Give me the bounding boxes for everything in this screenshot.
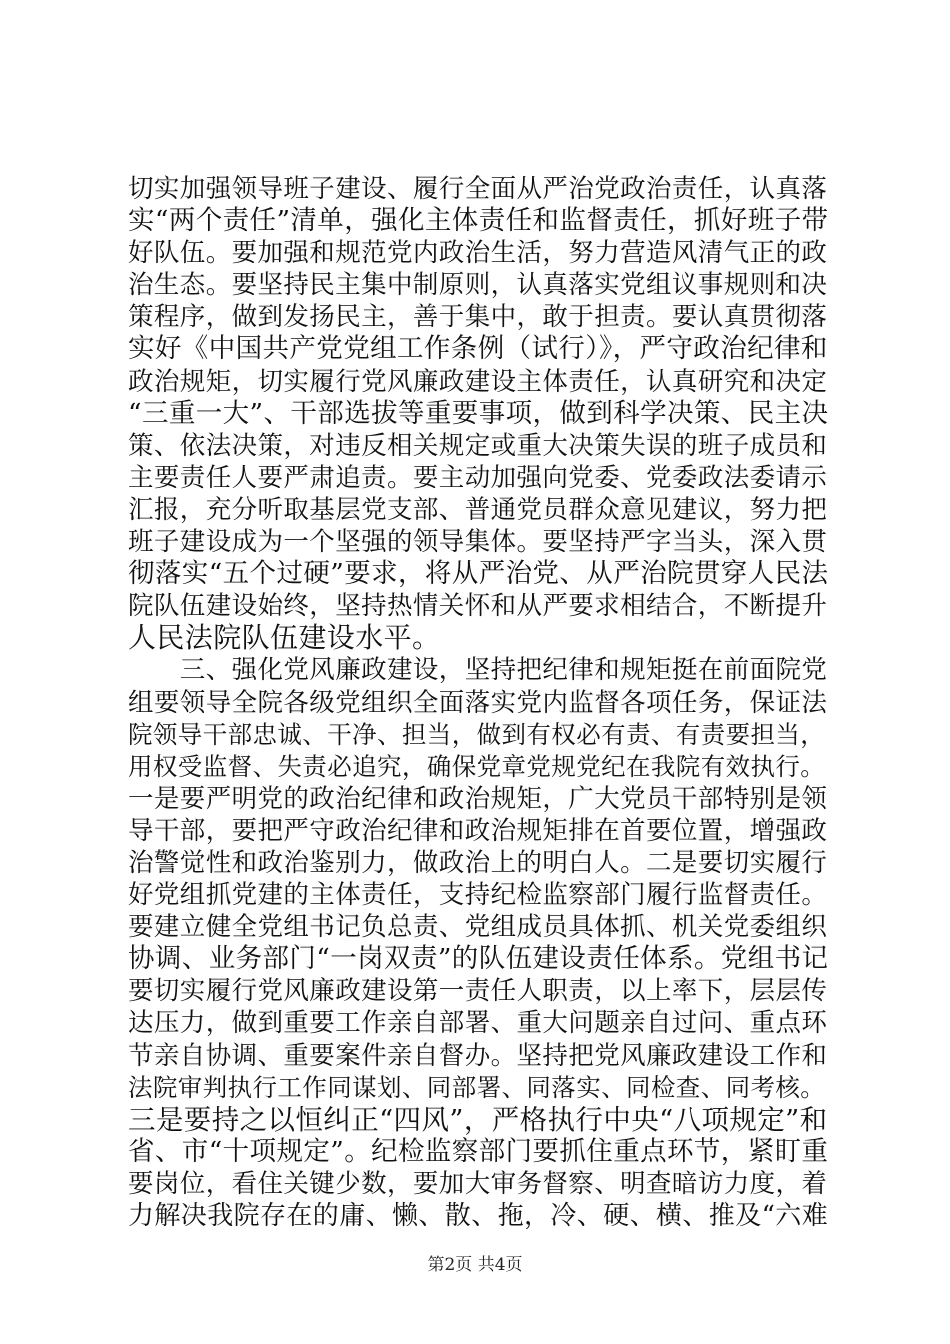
text-line: 实“两个责任”清单，强化主体责任和监督责任，抓好班子带 — [128, 205, 829, 237]
text-line: 主要责任人要严肃追责。要主动加强向党委、党委政法委请示 — [128, 462, 828, 493]
text-line: 政治规矩，切实履行党风廉政建设主体责任，认真研究和决定 — [128, 366, 828, 397]
text-line: 一是要严明党的政治纪律和政治规矩，广大党员干部特别是领 — [128, 783, 828, 814]
text-line: 院领导干部忠诚、干净、担当，做到有权必有责、有责要担当， — [128, 719, 826, 749]
text-line: 省、市“十项规定”。纪检监察部门要抓住重点环节，紧盯重 — [128, 1135, 829, 1167]
text-line: 班子建设成为一个坚强的领导集体。要坚持严字当头，深入贯 — [128, 527, 828, 558]
text-line: 法院审判执行工作同谋划、同部署、同落实、同检查、同考核。 — [128, 1072, 826, 1102]
text-line: 达压力，做到重要工作亲自部署、重大问题亲自过问、重点环 — [128, 1008, 828, 1039]
text-line: 组要领导全院各级党组织全面落实党内监督各项任务，保证法 — [128, 687, 828, 718]
text-line: 彻落实“五个过硬”要求，将从严治党、从严治院贯穿人民法 — [128, 558, 829, 590]
text-line: 力解决我院存在的庸、懒、散、拖，冷、硬、横、推及“六难 — [128, 1201, 829, 1231]
text-line: 要建立健全党组书记负总责、党组成员具体抓、机关党委组织 — [128, 912, 828, 943]
text-line: 用权受监督、失责必追究，确保党章党规党纪在我院有效执行。 — [128, 751, 826, 781]
text-line: “三重一大”、干部选拔等重要事项，做到科学决策、民主决 — [128, 397, 829, 429]
text-line: 治警觉性和政治鉴别力，做政治上的明白人。二是要切实履行 — [128, 847, 828, 878]
text-line: 协调、业务部门“一岗双责”的队伍建设责任体系。党组书记 — [128, 943, 829, 975]
text-line: 治生态。要坚持民主集中制原则，认真落实党组议事规则和决 — [128, 270, 828, 301]
text-line: 好党组抓党建的主体责任，支持纪检监察部门履行监督责任。 — [128, 880, 828, 911]
text-line: 策程序，做到发扬民主，善于集中，敢于担责。要认真贯彻落 — [128, 302, 828, 333]
text-line: 实好《中国共产党党组工作条例（试行）》，严守政治纪律和 — [128, 333, 828, 365]
text-line: 三是要持之以恒纠正“四风”，严格执行中央“八项规定”和 — [128, 1103, 828, 1136]
text-line: 人民法院队伍建设水平。 — [128, 621, 441, 655]
text-line: 好队伍。要加强和规范党内政治生活，努力营造风清气正的政 — [128, 238, 828, 269]
text-line: 院队伍建设始终，坚持热情关怀和从严要求相结合，不断提升 — [128, 591, 828, 622]
text-line: 要岗位，看住关键少数，要加大审务督察、明查暗访力度，着 — [128, 1168, 828, 1199]
text-line: 三、强化党风廉政建设，坚持把纪律和规矩挺在前面院党 — [128, 655, 828, 686]
text-line: 汇报，充分听取基层党支部、普通党员群众意见建议，努力把 — [128, 494, 828, 525]
text-line: 切实加强领导班子建设、履行全面从严治党政治责任，认真落 — [128, 174, 828, 204]
text-line: 导干部，要把严守政治纪律和政治规矩排在首要位置，增强政 — [128, 815, 828, 846]
text-line: 节亲自协调、重要案件亲自督办。坚持把党风廉政建设工作和 — [128, 1040, 828, 1071]
text-line: 策、依法决策，对违反相关规定或重大决策失误的班子成员和 — [128, 430, 828, 461]
page-footer: 第2页 共4页 — [427, 1255, 523, 1275]
text-line: 要切实履行党风廉政建设第一责任人职责，以上率下，层层传 — [128, 976, 828, 1007]
body-text — [128, 173, 832, 1232]
